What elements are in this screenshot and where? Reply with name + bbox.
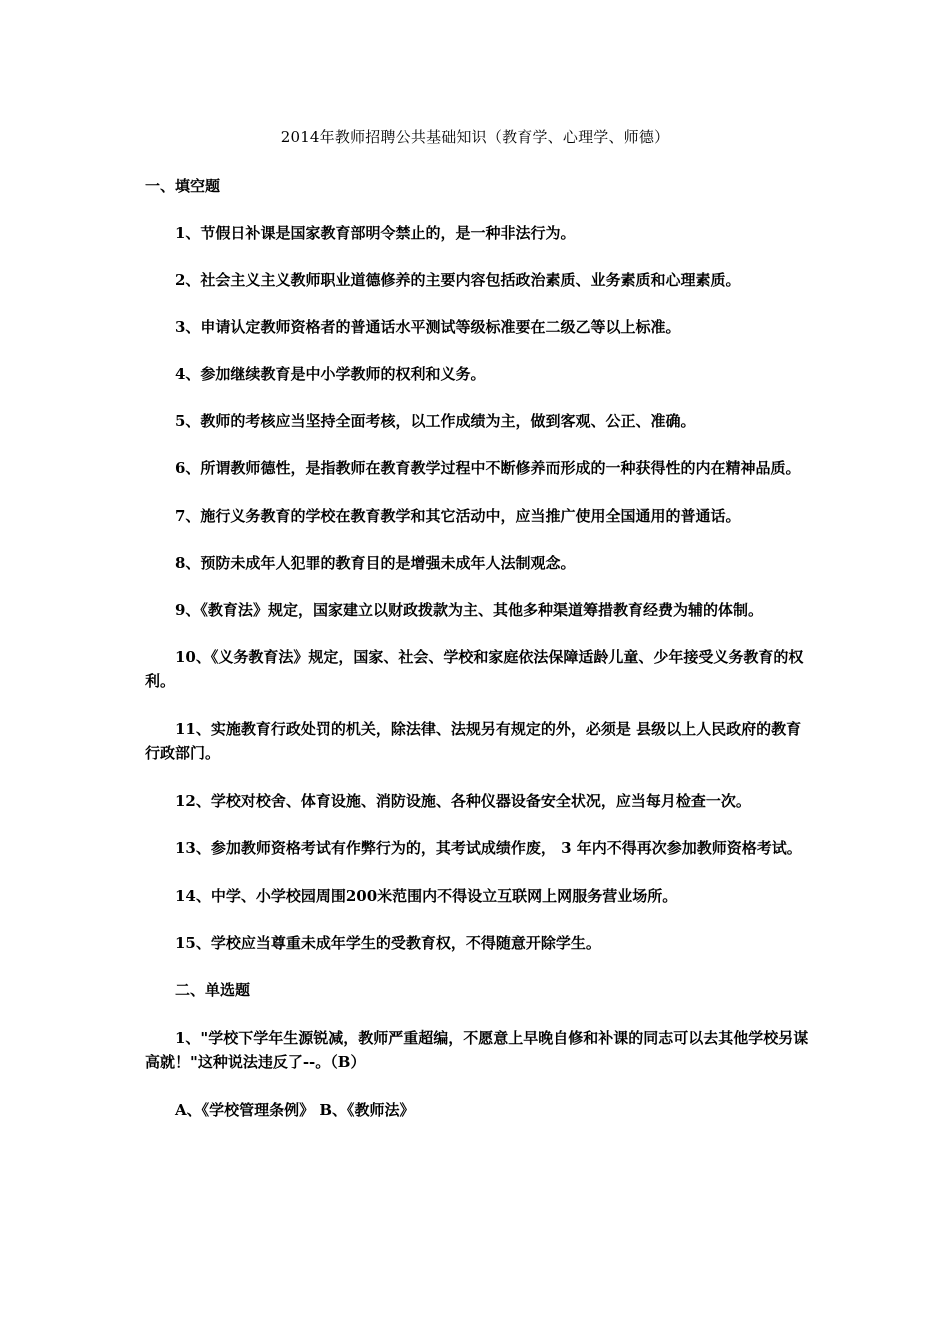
fill-blank-item-14: 14、中学、小学校园周围200米范围内不得设立互联网上网服务营业场所。: [175, 887, 678, 905]
fill-blank-item-8: 8、预防未成年人犯罪的教育目的是增强未成年人法制观念。: [175, 554, 576, 572]
fill-blank-item-9: 9、《教育法》规定，国家建立以财政拨款为主、其他多种渠道筹措教育经费为辅的体制。: [175, 601, 763, 619]
fill-blank-item-6: 6、所谓教师德性，是指教师在教育教学过程中不断修养而形成的一种获得性的内在精神品质。: [175, 459, 801, 477]
single-choice-question-1: 1、"学校下学年生源锐减，教师严重超编，不愿意上早晚自修和补课的同志可以去其他学校另谋高就！"这种说法违反了--。（B）: [145, 1029, 809, 1071]
fill-blank-item-15: 15、学校应当尊重未成年学生的受教育权，不得随意开除学生。: [175, 934, 601, 952]
single-choice-options-1: A、《学校管理条例》 B、《教师法》: [175, 1101, 415, 1119]
document-title: 2014年教师招聘公共基础知识（教育学、心理学、师德）: [280, 128, 670, 146]
section-heading-fill-blank: 一、填空题: [145, 177, 221, 195]
fill-blank-item-10: 10、《义务教育法》规定，国家、社会、学校和家庭依法保障适龄儿童、少年接受义务教育的权利。: [145, 648, 804, 690]
fill-blank-item-7: 7、施行义务教育的学校在教育教学和其它活动中，应当推广使用全国通用的普通话。: [175, 507, 741, 525]
fill-blank-item-4: 4、参加继续教育是中小学教师的权利和义务。: [175, 365, 486, 383]
fill-blank-item-5: 5、教师的考核应当坚持全面考核，以工作成绩为主，做到客观、公正、准确。: [175, 412, 696, 430]
fill-blank-item-3: 3、申请认定教师资格者的普通话水平测试等级标准要在二级乙等以上标准。: [175, 318, 681, 336]
fill-blank-item-11: 11、实施教育行政处罚的机关，除法律、法规另有规定的外，必须是 县级以上人民政府的教育行政部门。: [145, 720, 802, 762]
fill-blank-item-1: 1、节假日补课是国家教育部明令禁止的，是一种非法行为。: [175, 224, 576, 242]
fill-blank-item-2: 2、社会主义主义教师职业道德修养的主要内容包括政治素质、业务素质和心理素质。: [175, 271, 741, 289]
section-heading-single-choice: 二、单选题: [175, 981, 251, 999]
document-content: [145, 175, 811, 1122]
fill-blank-item-13: 13、参加教师资格考试有作弊行为的，其考试成绩作废， 3 年内不得再次参加教师资格考试。: [175, 839, 802, 857]
fill-blank-item-12: 12、学校对校舍、体育设施、消防设施、各种仪器设备安全状况，应当每月检查一次。: [175, 792, 751, 810]
